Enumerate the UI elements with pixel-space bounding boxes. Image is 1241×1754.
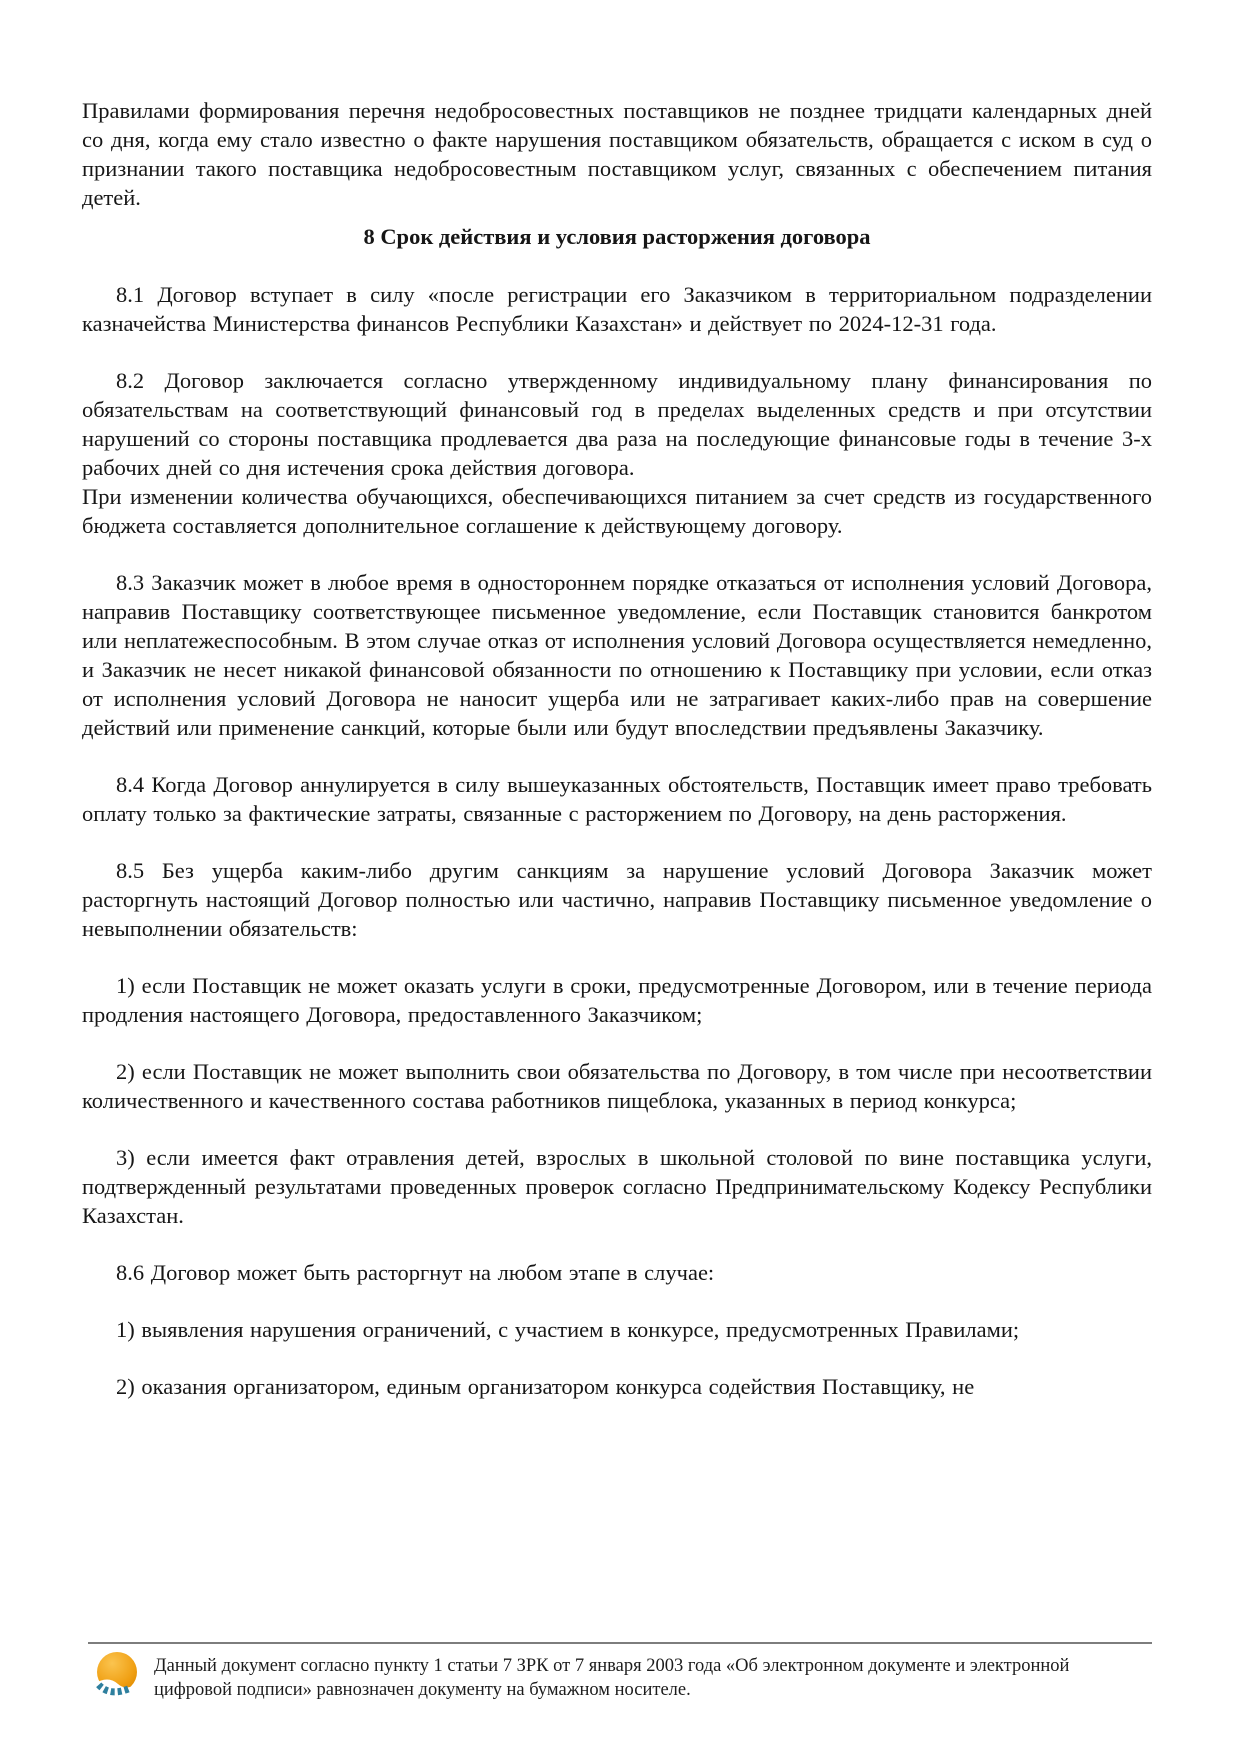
- clause-8-5: 8.5 Без ущерба каким-либо другим санкциям за нарушение условий Договора Заказчик может расторгнуть настоящий Договор полностью или частично, направив Поставщику письменное уведомление о невыполнении обязательств:: [82, 858, 1152, 941]
- intro-paragraph: Правилами формирования перечня недобросовестных поставщиков не позднее тридцати календарных дней со дня, когда ему стало известно о факте нарушения поставщиком обязательств, обращается с иском в суд о признании такого поставщика недобросовестным поставщиком услуг, связанных с обеспечением питания детей.: [82, 98, 1152, 210]
- clause-8-6-item-2: 2) оказания организатором, единым организатором конкурса содействия Поставщику, не: [116, 1374, 975, 1399]
- clause-8-3: 8.3 Заказчик может в любое время в одностороннем порядке отказаться от исполнения условий Договора, направив Поставщику соответствующее письменное уведомление, если Поставщик становится банкротом или неплатежеспособным. В этом случае отказ от исполнения условий Договора осуществляется немедленно, и Заказчик не несет никакой финансовой обязанности по отношению к Поставщику при условии, если отказ от исполнения условий Договора не наносит ущерба или не затрагивает каких-либо прав на совершение действий или применение санкций, которые были или будут впоследствии предъявлены Заказчику.: [82, 570, 1152, 740]
- clause-8-6-item-1: 1) выявления нарушения ограничений, с участием в конкурсе, предусмотренных Правилами;: [116, 1317, 1020, 1342]
- clause-8-5-item-1: 1) если Поставщик не может оказать услуги в сроки, предусмотренные Договором, или в течение периода продления настоящего Договора, предоставленного Заказчиком;: [82, 973, 1152, 1027]
- legal-equivalence-note: Данный документ согласно пункту 1 статьи 7 ЗРК от 7 января 2003 года «Об электронном документе и электронной цифровой подписи» равнозначен документу на бумажном носителе.: [154, 1656, 1070, 1700]
- clause-8-5-item-3: 3) если имеется факт отравления детей, взрослых в школьной столовой по вине поставщика услуги, подтвержденный результатами проведенных проверок согласно Предпринимательскому Кодексу Республики Казахстан.: [82, 1145, 1152, 1228]
- clause-8-2: 8.2 Договор заключается согласно утвержденному индивидуальному плану финансирования по обязательствам на соответствующий финансовый год в пределах выделенных средств и при отсутствии нарушений со стороны поставщика продлевается два раза на последующие финансовые годы в течение 3-х рабочих дней со дня истечения срока действия договора.: [82, 368, 1152, 480]
- e-signature-stamp-icon: [94, 1651, 144, 1705]
- clause-8-2-continuation: При изменении количества обучающихся, обеспечивающихся питанием за счет средств из государственного бюджета составляется дополнительное соглашение к действующему договору.: [82, 484, 1152, 538]
- clause-8-1: 8.1 Договор вступает в силу «после регистрации его Заказчиком в территориальном подразделении казначейства Министерства финансов Республики Казахстан» и действует по 2024-12-31 года.: [82, 282, 1152, 336]
- section-heading: 8 Срок действия и условия расторжения договора: [363, 224, 871, 249]
- clause-8-4: 8.4 Когда Договор аннулируется в силу вышеуказанных обстоятельств, Поставщик имеет право требовать оплату только за фактические затраты, связанные с расторжением по Договору, на день расторжения.: [82, 772, 1152, 826]
- e-signature-footer: [88, 1642, 1152, 1705]
- clause-8-6: 8.6 Договор может быть расторгнут на любом этапе в случае:: [116, 1260, 715, 1285]
- clause-8-5-item-2: 2) если Поставщик не может выполнить свои обязательства по Договору, в том числе при несоответствии количественного и качественного состава работников пищеблока, указанных в период конкурса;: [82, 1059, 1152, 1113]
- document-body: [82, 96, 1152, 1401]
